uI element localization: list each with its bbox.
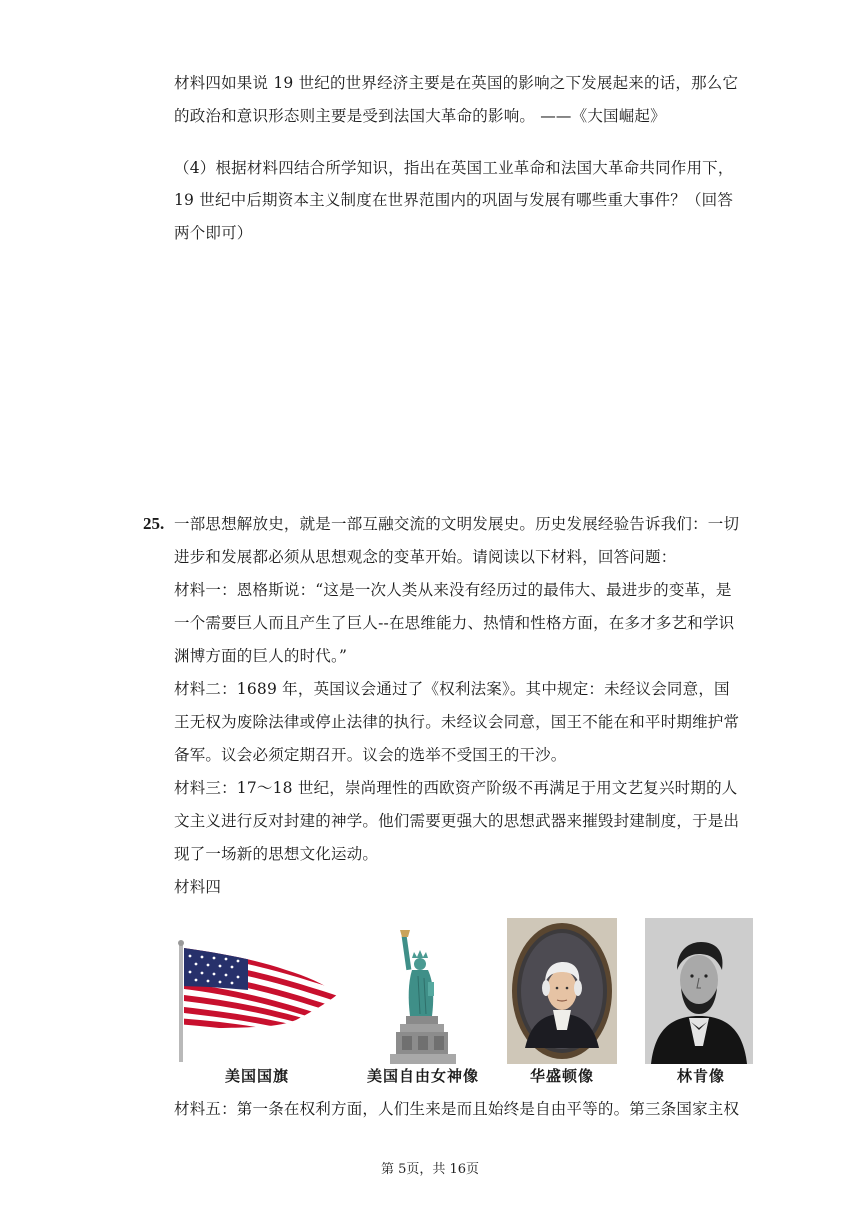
question4-text-line: 19 世纪中后期资本主义制度在世界范围内的巩固与发展有哪些重大事件？（回答 xyxy=(174,191,734,209)
image-caption-statue: 美国自由女神像 xyxy=(366,1067,479,1085)
material4-text-line: 材料四如果说 19 世纪的世界经济主要是在英国的影响之下发展起来的话，那么它 xyxy=(174,74,739,92)
image-caption-lincoln: 林肯像 xyxy=(676,1067,725,1085)
us-flag-image xyxy=(176,940,344,1064)
image-caption-flag: 美国国旗 xyxy=(224,1067,289,1085)
material5-text-line: 材料五：第一条在权利方面，人们生来是而且始终是自由平等的。第三条国家主权 xyxy=(174,1100,740,1118)
material3-text-line: 材料三：17～18 世纪，崇尚理性的西欧资产阶级不再满足于用文艺复兴时期的人 xyxy=(174,779,738,797)
lincoln-portrait-image xyxy=(645,918,753,1064)
material2-text-line: 王无权为废除法律或停止法律的执行。未经议会同意，国王不能在和平时期维护常 xyxy=(174,713,740,731)
material2-text-line: 备军。议会必须定期召开。议会的选举不受国王的干沙。 xyxy=(174,746,567,764)
material3-text-line: 现了一场新的思想文化运动。 xyxy=(174,845,379,863)
question-number: 25. xyxy=(143,514,165,533)
material4-label: 材料四 xyxy=(174,878,222,896)
material3-text-line: 文主义进行反对封建的神学。他们需要更强大的思想武器来摧毁封建制度，于是出 xyxy=(174,812,740,830)
question-intro-line: 进步和发展都必须从思想观念的变革开始。请阅读以下材料，回答问题： xyxy=(174,548,677,566)
material1-text-line: 一个需要巨人而且产生了巨人--在思维能力、热情和性格方面，在多才多艺和学识 xyxy=(174,614,735,632)
statue-of-liberty-image xyxy=(384,928,464,1064)
question-intro-line: 一部思想解放史，就是一部互融交流的文明发展史。历史发展经验告诉我们：一切 xyxy=(174,515,740,533)
washington-portrait-image xyxy=(507,918,617,1064)
material1-text-line: 渊博方面的巨人的时代。” xyxy=(174,647,348,665)
material1-text-line: 材料一：恩格斯说：“这是一次人类从来没有经历过的最伟大、最进步的变革，是 xyxy=(174,581,732,599)
page-footer: 第 5页，共 16页 xyxy=(380,1162,480,1177)
question4-text-line: （4）根据材料四结合所学知识，指出在英国工业革命和法国大革命共同作用下， xyxy=(174,159,734,177)
material4-text-line: 的政治和意识形态则主要是受到法国大革命的影响。 ——《大国崛起》 xyxy=(174,107,666,125)
image-caption-washington: 华盛顿像 xyxy=(529,1067,594,1085)
material2-text-line: 材料二：1689 年，英国议会通过了《权利法案》。其中规定：未经议会同意，国 xyxy=(174,680,730,698)
question4-text-line: 两个即可） xyxy=(174,224,253,242)
